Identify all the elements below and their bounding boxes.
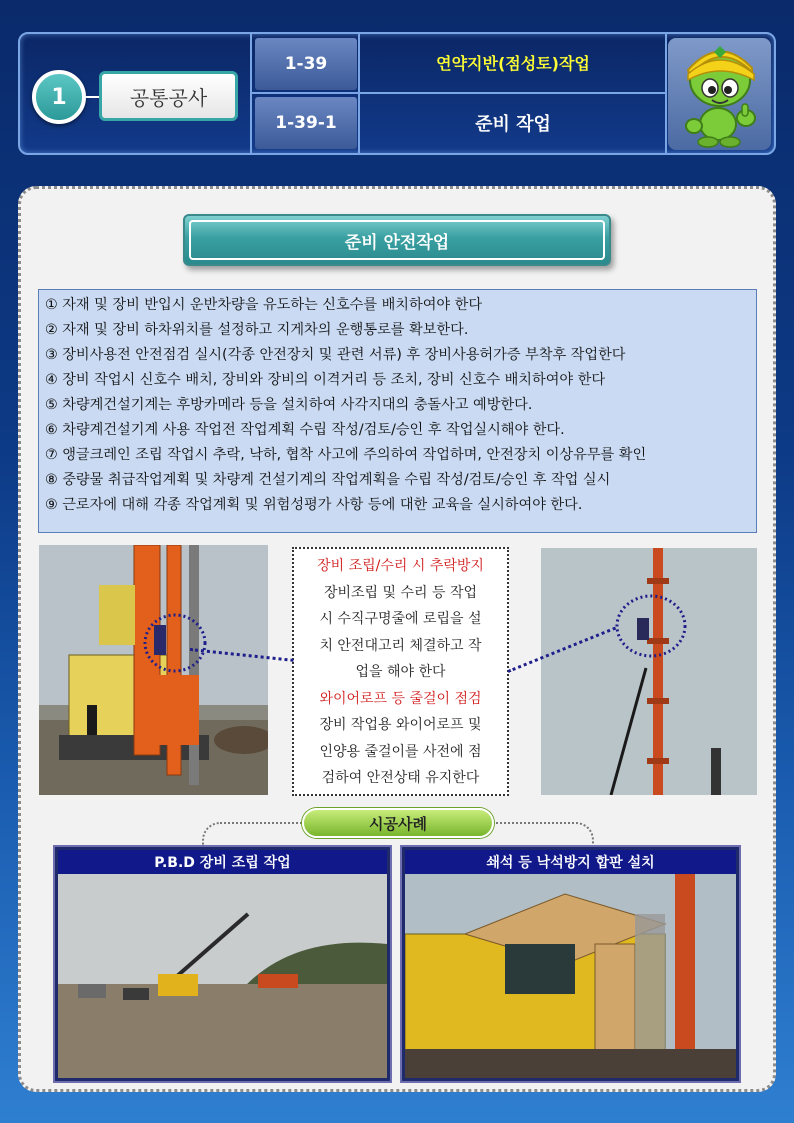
rule-item: ② 자재 및 장비 하차위치를 설정하고 지게차의 운행통로를 확보한다. xyxy=(45,322,469,338)
case-right xyxy=(400,845,741,1083)
section-number-badge: 1 xyxy=(32,70,86,124)
rule-item: ⑥ 차량계건설기계 사용 작업전 작업계획 수립 작성/검토/승인 후 작업실시해야 한다. xyxy=(45,422,565,438)
rule-item: ⑤ 차량계건설기계는 후방카메라 등을 설치하여 사각지대의 충돌사고 예방한다. xyxy=(45,397,533,413)
case-left-label: P.B.D 장비 조립 작업 xyxy=(58,850,387,874)
note-line: 시 수직구명줄에 로립을 설 xyxy=(319,611,482,627)
code-sub: 1-39-1 xyxy=(255,97,357,149)
note-line: 인양용 줄걸이를 사전에 점 xyxy=(319,743,482,760)
note-heading: 와이어로프 등 줄걸이 점검 xyxy=(319,690,482,707)
rule-item: ① 자재 및 장비 반입시 운반차량을 유도하는 신호수를 배치하여야 한다 xyxy=(45,297,483,313)
case-right-label: 쇄석 등 낙석방지 합판 설치 xyxy=(405,850,736,874)
note-line: 치 안전대고리 체결하고 작 xyxy=(319,637,482,654)
rule-item: ③ 장비사용전 안전점검 실시(각종 안전장치 및 관련 서류) 후 장비사용허가증 부착후 작업한다 xyxy=(45,347,626,363)
mascot-icon xyxy=(668,38,771,150)
mast-worker-photo xyxy=(541,548,757,795)
safety-note xyxy=(292,547,509,796)
rule-item: ⑨ 근로자에 대해 각종 작업계획 및 위험성평가 사항 등에 대한 교육을 실시하여야 한다. xyxy=(45,497,583,513)
rule-item: ④ 장비 작업시 신호수 배치, 장비와 장비의 이격거리 등 조치, 장비 신호수 배치하여야 한다 xyxy=(45,372,606,388)
rule-item: ⑦ 앵글크레인 조립 작업시 추락, 낙하, 협착 사고에 주의하여 작업하며, 안전장치 이상유무를 확인 xyxy=(45,447,647,463)
category-label: 공통공사 xyxy=(99,71,238,121)
rockfall-plywood-photo xyxy=(405,874,736,1078)
connector-line xyxy=(86,96,100,98)
safety-rules-list xyxy=(38,289,757,533)
title-main: 연약지반(점성토)작업 xyxy=(436,53,590,73)
section-title: 준비 안전작업 xyxy=(189,220,605,260)
note-line: 장비 작업용 와이어로프 및 xyxy=(319,717,482,733)
section-title-box xyxy=(183,214,611,266)
header-divider xyxy=(252,92,665,94)
rule-item: ⑧ 중량물 취급작업계획 및 차량계 건설기계의 작업계획을 수립 작성/검토/승인 후 작업 실시 xyxy=(45,472,611,488)
case-left xyxy=(53,845,392,1083)
note-line: 검하여 안전상태 유지한다 xyxy=(321,770,480,786)
pbd-assembly-photo xyxy=(58,874,387,1078)
note-line: 장비조립 및 수리 등 작업 xyxy=(323,584,478,601)
code-main: 1-39 xyxy=(255,38,357,90)
note-heading: 장비 조립/수리 시 추락방지 xyxy=(317,558,484,574)
header-divider xyxy=(665,34,667,153)
rig-assembly-photo xyxy=(39,545,268,795)
note-line: 업을 해야 한다 xyxy=(355,664,446,680)
mascot-image xyxy=(668,38,771,150)
title-sub: 준비 작업 xyxy=(475,114,551,135)
case-title: 시공사례 xyxy=(302,808,494,838)
